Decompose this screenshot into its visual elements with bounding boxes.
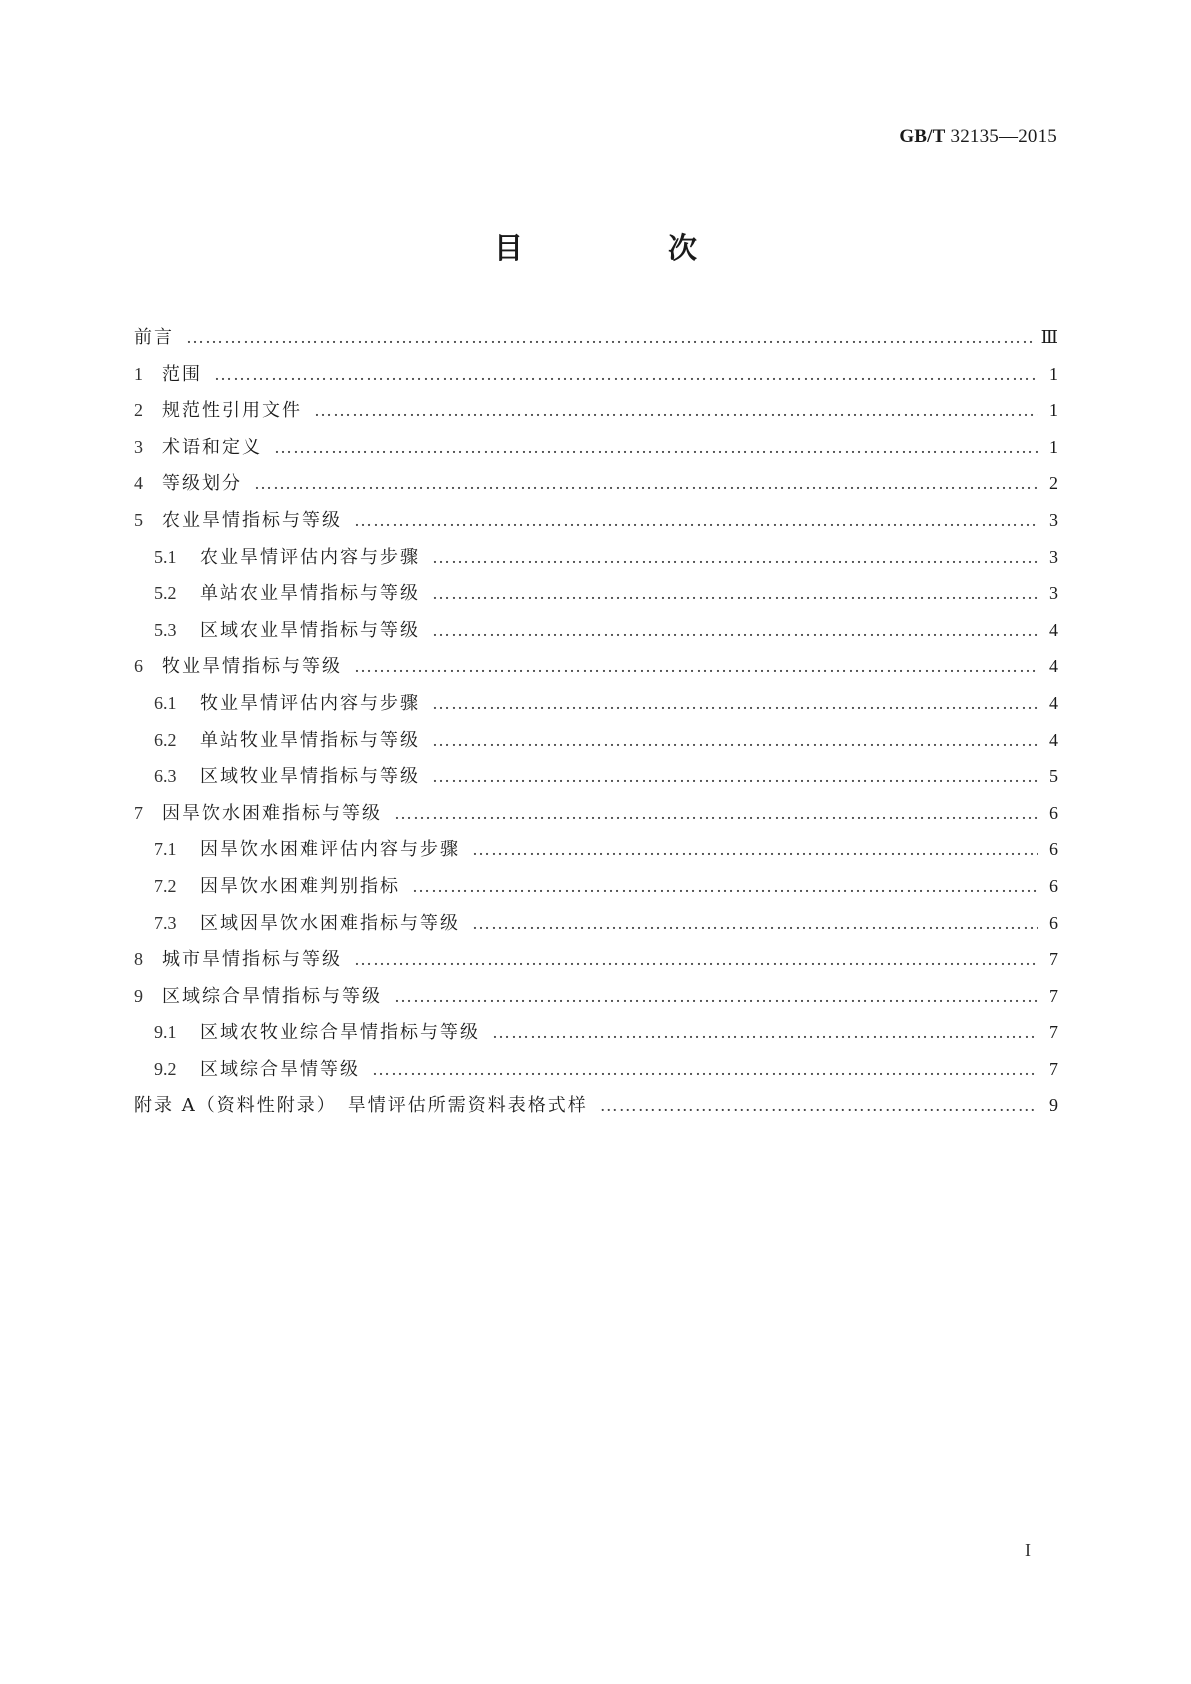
toc-entry-page: 1 xyxy=(1049,363,1058,384)
toc-entry-number: 7 xyxy=(134,802,143,823)
toc-entry-page: 4 xyxy=(1049,656,1058,677)
toc-entry-label: 区域综合旱情等级 xyxy=(200,1058,360,1080)
toc-entry-number: 5.1 xyxy=(154,546,177,567)
toc-entry-page: 7 xyxy=(1049,985,1058,1006)
toc-entry[interactable] xyxy=(134,1018,1058,1055)
toc-entry[interactable] xyxy=(134,689,1058,726)
toc-entry-label: 牧业旱情指标与等级 xyxy=(162,656,342,678)
toc-entry[interactable] xyxy=(134,762,1058,799)
toc-entry-label: 前言 xyxy=(134,327,174,348)
toc-entry-number: 2 xyxy=(134,400,143,421)
toc-entry-label: 城市旱情指标与等级 xyxy=(162,949,342,971)
toc-entry[interactable] xyxy=(134,360,1058,397)
toc-entry[interactable] xyxy=(134,1055,1058,1092)
toc-entry-label: 区域农业旱情指标与等级 xyxy=(200,619,420,641)
toc-entry[interactable] xyxy=(134,506,1058,543)
toc-entry-page: 3 xyxy=(1049,546,1058,567)
toc-entry-number: 8 xyxy=(134,949,143,970)
toc-entry[interactable] xyxy=(134,652,1058,689)
toc-entry-label: 规范性引用文件 xyxy=(162,400,302,422)
toc-leader-dots xyxy=(372,1059,1038,1080)
toc-entry-page: 4 xyxy=(1049,729,1058,750)
toc-entry-page: 7 xyxy=(1049,1022,1058,1043)
toc-entry-number: 3 xyxy=(134,436,143,457)
toc-entry[interactable] xyxy=(134,872,1058,909)
toc-leader-dots xyxy=(394,803,1038,824)
toc-leader-dots xyxy=(432,547,1038,568)
toc-entry-label: 因旱饮水困难指标与等级 xyxy=(162,802,382,824)
toc-entry-number: 6.2 xyxy=(154,729,177,750)
toc-entry-number: 1 xyxy=(134,363,143,384)
toc-leader-dots xyxy=(432,693,1038,714)
toc-entry-page: 1 xyxy=(1049,436,1058,457)
toc-entry-page: 5 xyxy=(1049,766,1058,787)
toc-entry[interactable] xyxy=(134,835,1058,872)
toc-entry-page: 6 xyxy=(1049,875,1058,896)
toc-leader-dots xyxy=(472,839,1038,860)
toc-entry[interactable] xyxy=(134,469,1058,506)
toc-entry-label: 牧业旱情评估内容与步骤 xyxy=(200,692,420,714)
toc-entry-label: 单站牧业旱情指标与等级 xyxy=(200,729,420,751)
toc-entry-number: 5 xyxy=(134,509,143,530)
toc-title: 目 次 xyxy=(493,231,755,265)
toc-entry-page: 4 xyxy=(1049,692,1058,713)
toc-leader-dots xyxy=(314,400,1038,421)
toc-entry-label: 因旱饮水困难判别指标 xyxy=(200,875,400,897)
toc-entry-label: 术语和定义 xyxy=(162,436,262,458)
toc-entry[interactable] xyxy=(134,982,1058,1019)
toc-leader-dots xyxy=(394,986,1038,1007)
toc-leader-dots xyxy=(354,510,1038,531)
toc-entry-number: 6 xyxy=(134,656,143,677)
standard-prefix: GB/T xyxy=(899,126,946,147)
toc-entry-label: 区域因旱饮水困难指标与等级 xyxy=(200,912,460,934)
toc-entry[interactable] xyxy=(134,909,1058,946)
toc-entry-number: 6.1 xyxy=(154,692,177,713)
toc-entry-page: 3 xyxy=(1049,583,1058,604)
toc-leader-dots xyxy=(432,620,1038,641)
toc-entry-page: Ⅲ xyxy=(1040,327,1058,347)
toc-entry-number: 9.2 xyxy=(154,1058,177,1079)
toc-entry[interactable] xyxy=(134,799,1058,836)
toc-entry-page: 1 xyxy=(1049,400,1058,421)
toc-leader-dots xyxy=(432,766,1038,787)
toc-entry-page: 7 xyxy=(1049,1058,1058,1079)
toc-leader-dots xyxy=(492,1022,1038,1043)
toc-entry-label: 等级划分 xyxy=(162,473,242,495)
toc-entry-number: 7.2 xyxy=(154,875,177,896)
toc-entry-number: 9.1 xyxy=(154,1022,177,1043)
standard-code xyxy=(899,126,1057,148)
toc-entry[interactable] xyxy=(134,726,1058,763)
toc-entry[interactable] xyxy=(134,323,1058,360)
toc-entry[interactable] xyxy=(134,433,1058,470)
page-number: I xyxy=(1025,1540,1031,1560)
toc-entry-page: 7 xyxy=(1049,949,1058,970)
toc-leader-dots xyxy=(354,656,1038,677)
toc-entry-page: 9 xyxy=(1049,1095,1058,1116)
toc-entry-label: 附录 A（资料性附录） 旱情评估所需资料表格式样 xyxy=(134,1095,588,1117)
toc-leader-dots xyxy=(254,473,1038,494)
toc-entry[interactable] xyxy=(134,396,1058,433)
toc-entry-label: 单站农业旱情指标与等级 xyxy=(200,583,420,605)
toc-entry[interactable] xyxy=(134,579,1058,616)
toc-entry[interactable] xyxy=(134,616,1058,653)
toc-entry-number: 5.2 xyxy=(154,583,177,604)
toc-leader-dots xyxy=(354,949,1038,970)
toc-entry-page: 6 xyxy=(1049,802,1058,823)
table-of-contents xyxy=(134,323,1058,1128)
toc-entry-number: 7.1 xyxy=(154,839,177,860)
toc-entry[interactable] xyxy=(134,1091,1058,1128)
toc-entry-label: 范围 xyxy=(162,363,202,385)
toc-entry-page: 3 xyxy=(1049,509,1058,530)
toc-entry[interactable] xyxy=(134,945,1058,982)
toc-entry-page: 4 xyxy=(1049,619,1058,640)
toc-entry-number: 4 xyxy=(134,473,143,494)
toc-leader-dots xyxy=(600,1095,1038,1116)
toc-leader-dots xyxy=(432,730,1038,751)
toc-entry-number: 7.3 xyxy=(154,912,177,933)
toc-entry-page: 2 xyxy=(1049,473,1058,494)
toc-leader-dots xyxy=(186,327,1033,348)
toc-entry-label: 区域牧业旱情指标与等级 xyxy=(200,766,420,788)
toc-entry-label: 区域综合旱情指标与等级 xyxy=(162,985,382,1007)
toc-entry-number: 9 xyxy=(134,985,143,1006)
toc-entry-label: 农业旱情指标与等级 xyxy=(162,509,342,531)
toc-entry-label: 因旱饮水困难评估内容与步骤 xyxy=(200,839,460,861)
toc-entry[interactable] xyxy=(134,543,1058,580)
toc-leader-dots xyxy=(274,437,1038,458)
toc-entry-number: 5.3 xyxy=(154,619,177,640)
toc-leader-dots xyxy=(412,876,1038,897)
toc-entry-page: 6 xyxy=(1049,839,1058,860)
toc-leader-dots xyxy=(432,583,1038,604)
standard-number: 32135—2015 xyxy=(950,126,1057,147)
toc-leader-dots xyxy=(472,913,1038,934)
toc-leader-dots xyxy=(214,364,1038,385)
toc-entry-number: 6.3 xyxy=(154,766,177,787)
toc-entry-page: 6 xyxy=(1049,912,1058,933)
toc-entry-label: 农业旱情评估内容与步骤 xyxy=(200,546,420,568)
toc-entry-label: 区域农牧业综合旱情指标与等级 xyxy=(200,1022,480,1044)
